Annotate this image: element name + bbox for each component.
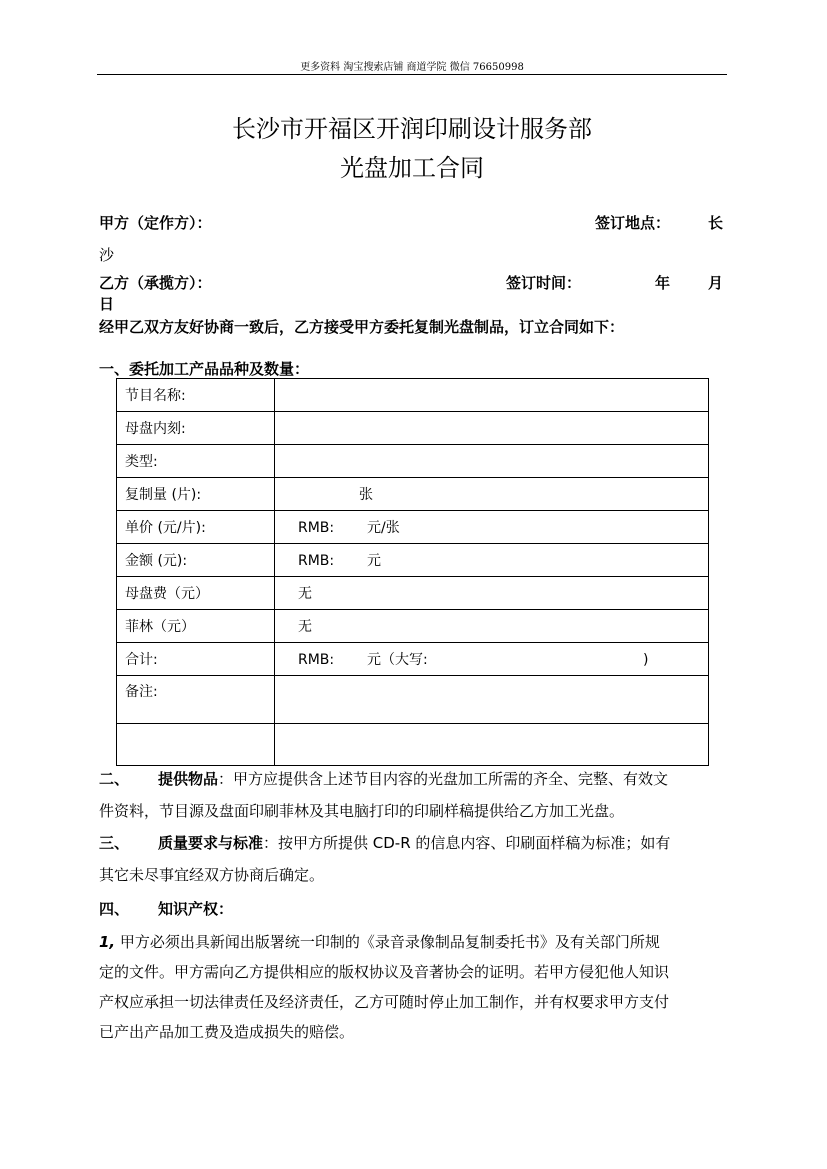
amount-unit: 元 xyxy=(367,553,381,569)
contract-intro: 经甲乙双方友好协商一致后，乙方接受甲方委托复制光盘制品，订立合同如下： xyxy=(99,318,625,336)
sign-time-label: 签订时间： xyxy=(506,274,582,292)
row-label-amount: 金额 (元): xyxy=(117,544,275,577)
row-label-master-fee: 母盘费（元） xyxy=(117,577,275,610)
section3-text-2: 其它未尽事宜经双方协商后确定。 xyxy=(99,866,325,884)
quantity-unit: 张 xyxy=(359,487,373,503)
row-value-film xyxy=(275,610,709,643)
amount-currency: RMB: xyxy=(298,553,335,569)
row-label-type: 类型: xyxy=(117,445,275,478)
table-row xyxy=(117,577,709,610)
table-row xyxy=(117,724,709,766)
table-row xyxy=(117,478,709,511)
row-value-unit-price xyxy=(275,511,709,544)
section4-item1-line1 xyxy=(99,927,726,957)
row-value-remarks xyxy=(275,676,709,724)
sign-place-label: 签订地点： xyxy=(595,214,671,232)
row-value-type xyxy=(275,445,709,478)
film-value: 无 xyxy=(298,619,312,635)
row-label-master-inscription: 母盘内刻: xyxy=(117,412,275,445)
row-label-quantity: 复制量 (片): xyxy=(117,478,275,511)
section3 xyxy=(99,827,726,891)
row-value-program-name xyxy=(275,379,709,412)
section2-text-2: 件资料，节目源及盘面印刷菲林及其电脑打印的印刷样稿提供给乙方加工光盘。 xyxy=(99,802,625,820)
table-row xyxy=(117,676,709,724)
section2-title: 提供物品 xyxy=(158,770,219,788)
product-table xyxy=(116,378,709,766)
sign-place-value-part1: 长 xyxy=(708,214,724,232)
party-a-label: 甲方（定作方）： xyxy=(99,214,212,232)
section4-line-3: 已产出产品加工费及造成损失的赔偿。 xyxy=(99,1023,355,1041)
unit-price-currency: RMB: xyxy=(298,520,335,536)
header-divider xyxy=(97,74,727,75)
table-row xyxy=(117,511,709,544)
sign-time-month: 月 xyxy=(708,274,724,292)
section2 xyxy=(99,763,726,827)
total-currency: RMB: xyxy=(298,652,335,668)
section4-item1 xyxy=(99,927,726,1047)
document-title-company: 长沙市开福区开润印刷设计服务部 xyxy=(232,115,592,143)
row-label-unit-price: 单价 (元/片): xyxy=(117,511,275,544)
row-value-amount xyxy=(275,544,709,577)
row-label-remarks: 备注: xyxy=(117,676,275,724)
section3-title: 质量要求与标准 xyxy=(158,834,264,852)
row-value-master-fee xyxy=(275,577,709,610)
total-close-paren: ) xyxy=(643,652,649,668)
sign-place-value-part2: 沙 xyxy=(99,246,115,264)
party-b-label: 乙方（承揽方）： xyxy=(99,274,212,292)
table-row xyxy=(117,379,709,412)
section3-number: 三、 xyxy=(99,834,130,852)
section3-line1 xyxy=(99,827,726,859)
section2-number: 二、 xyxy=(99,770,130,788)
master-fee-value: 无 xyxy=(298,586,312,602)
section4-line-0: 甲方必须出具新闻出版署统一印制的《录音录像制品复制委托书》及有关部门所规 xyxy=(115,933,660,951)
section1-title: 一、委托加工产品品种及数量： xyxy=(99,360,310,378)
section4-heading xyxy=(99,893,726,925)
row-value-total xyxy=(275,643,709,676)
row-label-total: 合计: xyxy=(117,643,275,676)
unit-price-unit: 元/张 xyxy=(367,520,400,536)
page-header: 更多资料 淘宝搜索店铺 商道学院 微信 76650998 xyxy=(300,62,524,73)
section3-text-1: ：按甲方所提供 CD-R 的信息内容、印刷面样稿为标准；如有 xyxy=(263,834,671,852)
row-label-program-name: 节目名称: xyxy=(117,379,275,412)
section4-title: 知识产权： xyxy=(158,900,234,918)
row-value-master-inscription xyxy=(275,412,709,445)
section2-line1 xyxy=(99,763,726,795)
row-value-quantity xyxy=(275,478,709,511)
row-label-blank xyxy=(117,724,275,766)
total-words-label: 元（大写: xyxy=(367,652,428,668)
document-title-contract: 光盘加工合同 xyxy=(340,154,484,182)
table-row xyxy=(117,445,709,478)
sign-time-day: 日 xyxy=(99,295,115,313)
table-row xyxy=(117,544,709,577)
section4-number: 四、 xyxy=(99,900,130,918)
section2-text-1: ：甲方应提供含上述节目内容的光盘加工所需的齐全、完整、有效文 xyxy=(218,770,669,788)
section4-line-1: 定的文件。甲方需向乙方提供相应的版权协议及音著协会的证明。若甲方侵犯他人知识 xyxy=(99,963,670,981)
table-row xyxy=(117,412,709,445)
table-row xyxy=(117,610,709,643)
section4-item1-number: 1, xyxy=(99,933,116,951)
row-label-film: 菲林（元） xyxy=(117,610,275,643)
table-row xyxy=(117,643,709,676)
sign-time-year: 年 xyxy=(655,274,671,292)
row-value-blank xyxy=(275,724,709,766)
section4-line-2: 产权应承担一切法律责任及经济责任，乙方可随时停止加工制作，并有权要求甲方支付 xyxy=(99,993,670,1011)
section4 xyxy=(99,893,726,1047)
